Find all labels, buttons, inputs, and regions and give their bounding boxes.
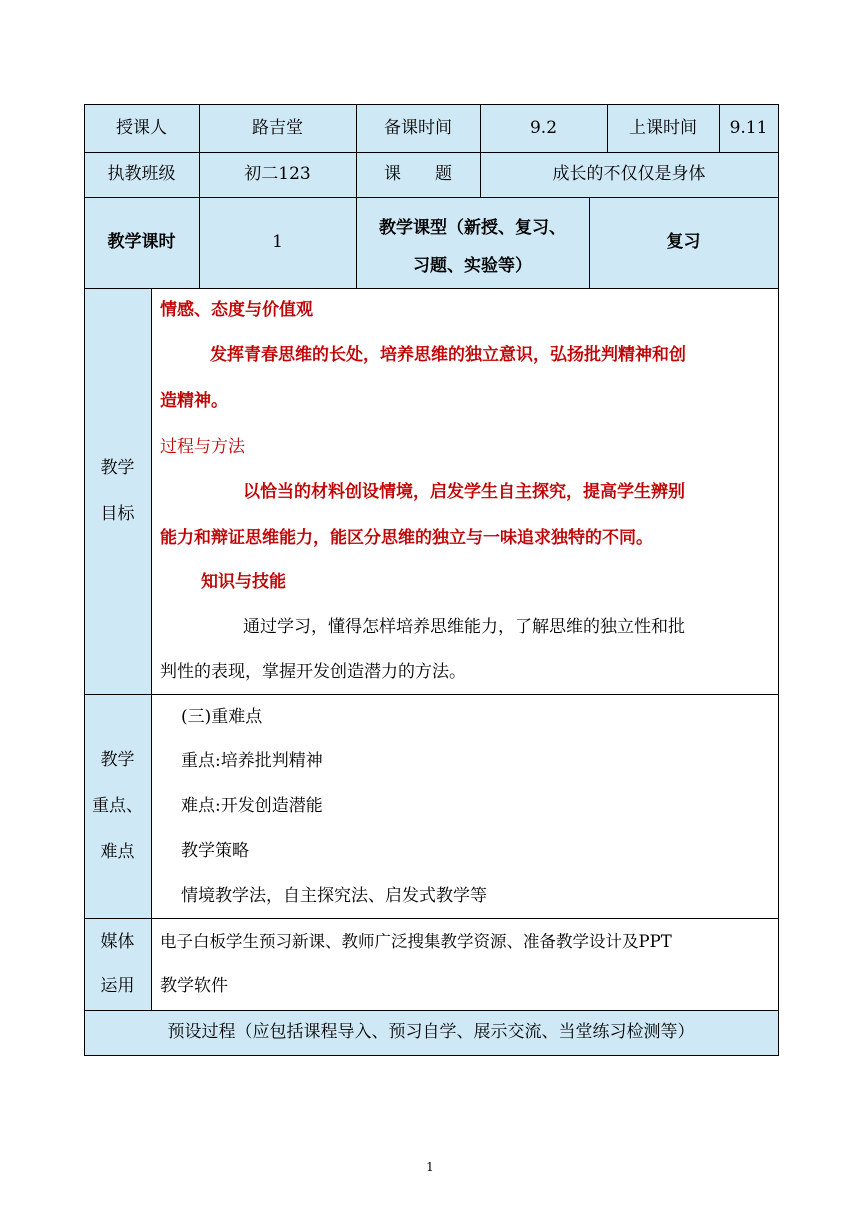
objectives-label-cell	[84, 288, 151, 694]
topic-label-cell	[356, 152, 480, 197]
attitude-heading: 情感、态度与价值观	[160, 300, 313, 320]
grid-line	[356, 104, 357, 288]
period-label: 教学课时	[107, 232, 176, 253]
class-time-label-cell	[607, 104, 719, 152]
grid-line	[480, 104, 481, 197]
topic-value: 成长的不仅仅是身体	[552, 164, 706, 185]
process-line1: 以恰当的材料创设情境，启发学生自主探究，提高学生辨别	[243, 482, 685, 502]
grid-line	[84, 104, 85, 1056]
topic-label: 课 题	[384, 164, 452, 185]
class-time-value: 9.11	[729, 117, 768, 138]
knowledge-line1: 通过学习，懂得怎样培养思维能力，了解思维的独立性和批	[243, 617, 685, 637]
grid-line	[151, 288, 152, 1010]
media-label-line2: 运用	[100, 976, 135, 996]
class-time-label: 上课时间	[629, 117, 697, 138]
keypoints-line2: 重点:培养批判精神	[181, 751, 323, 771]
page-number: 1	[426, 1160, 434, 1174]
grid-line	[607, 104, 608, 152]
media-line1: 电子白板学生预习新课、教师广泛搜集教学资源、准备教学设计及PPT	[160, 932, 672, 951]
teacher-label-cell	[84, 104, 199, 152]
class-value-cell	[199, 152, 356, 197]
knowledge-line2: 判性的表现，掌握开发创造潜力的方法。	[160, 662, 466, 682]
grid-line	[719, 104, 720, 152]
period-label-cell	[84, 197, 199, 288]
class-value: 初二123	[244, 164, 311, 185]
grid-line	[84, 1055, 779, 1056]
period-value: 1	[272, 232, 283, 253]
prep-time-value: 9.2	[529, 117, 558, 138]
topic-value-cell	[480, 152, 778, 197]
prep-time-label: 备课时间	[384, 117, 452, 138]
grid-line	[84, 197, 779, 198]
process-line2: 能力和辩证思维能力，能区分思维的独立与一味追求独特的不同。	[160, 528, 653, 548]
grid-line	[84, 694, 779, 695]
grid-line	[778, 104, 779, 1056]
attitude-line1: 发挥青春思维的长处，培养思维的独立意识，弘扬批判精神和创	[210, 345, 686, 365]
media-label-cell	[84, 918, 151, 1010]
teacher-value-cell	[199, 104, 356, 152]
class-label: 执教班级	[107, 164, 176, 185]
keypoints-line5: 情境教学法，自主探究法、启发式教学等	[181, 886, 487, 906]
teacher-label: 授课人	[116, 117, 167, 138]
grid-line	[84, 152, 779, 153]
process-heading: 过程与方法	[160, 437, 245, 457]
period-value-cell	[199, 197, 356, 288]
type-value-cell	[589, 197, 778, 288]
knowledge-heading: 知识与技能	[201, 572, 286, 592]
prep-time-label-cell	[356, 104, 480, 152]
keypoints-label-cell	[84, 694, 151, 918]
keypoints-label-line2: 重点、	[92, 796, 143, 816]
objectives-label-line1: 教学	[100, 458, 135, 478]
type-label-line1: 教学课型（新授、复习、	[379, 217, 566, 238]
process-row-cell	[84, 1010, 778, 1055]
grid-line	[84, 918, 779, 919]
objectives-label-line2: 目标	[100, 504, 135, 524]
grid-line	[84, 1010, 779, 1011]
prep-time-value-cell	[480, 104, 607, 152]
grid-line	[589, 197, 590, 288]
grid-line	[84, 288, 779, 289]
media-line2: 教学软件	[160, 976, 228, 996]
grid-line	[199, 104, 200, 288]
teacher-value: 路吉堂	[252, 117, 303, 138]
type-value: 复习	[666, 232, 701, 253]
type-label-line2: 习题、实验等）	[413, 255, 532, 276]
keypoints-label-line1: 教学	[100, 750, 135, 770]
media-label-line1: 媒体	[100, 932, 135, 952]
class-label-cell	[84, 152, 199, 197]
keypoints-label-line3: 难点	[100, 842, 135, 862]
keypoints-line3: 难点:开发创造潜能	[181, 796, 323, 816]
type-label-cell	[356, 197, 589, 288]
class-time-value-cell	[719, 104, 778, 152]
grid-line	[84, 104, 779, 105]
keypoints-line4: 教学策略	[181, 841, 249, 861]
keypoints-line1: (三)重难点	[181, 707, 263, 727]
attitude-line2: 造精神。	[160, 391, 228, 411]
process-row-label: 预设过程（应包括课程导入、预习自学、展示交流、当堂练习检测等）	[167, 1022, 695, 1043]
